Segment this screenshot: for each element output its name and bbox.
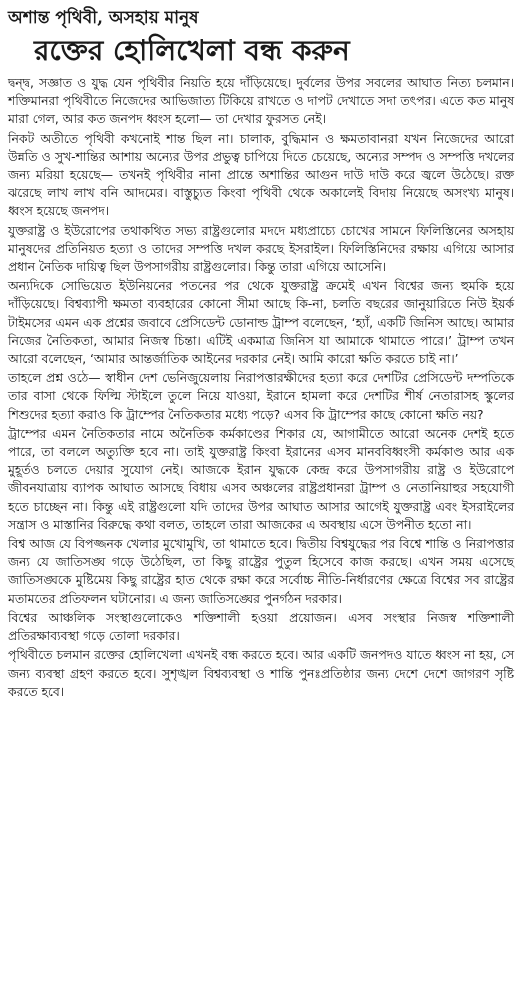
article-headline: রক্তের হোলিখেলা বন্ধ করুন [34,34,350,67]
paragraph: বিশ্বের আঞ্চলিক সংস্থাগুলোকেও শক্তিশালী হওয়া প্রয়োজন। এসব সংস্থার নিজস্ব শক্তিশালী প্রতিরক্ষাব্যবস্থা গড়ে তোলা দরকার। [8,610,514,644]
paragraph: ট্রাম্পের এমন নৈতিকতার নামে অনৈতিক কর্মকাণ্ডের শিকার যে, আগামীতে আরো অনেক দেশই হতে পারে, তা বললে অত্যুক্তি হবে না। তাই যুক্তরাষ্ট্র কিংবা ইরানের এসব মানববিধ্বংসী কর্মকাণ্ড আর এক মুহূর্তও চলতে দেয়ার সুযোগ নেই। আজকে ইরান যুদ্ধকে কেন্দ্র করে উপসাগরীয় রাষ্ট্র ও ইউরোপে জীবনযাত্রায় ব্যাপক আঘাত আসছে বিধায় এসব অঞ্চলের রাষ্ট্রপ্রধানরা ট্রাম্প ও নেতানিয়াহুর সহযোগী হতে চাচ্ছেন না। কিন্তু এই রাষ্ট্রগুলো যদি তাদের উপর আঘাত আসার আগেই যুক্তরাষ্ট্র এবং ইসরাইলের সন্ত্রাস ও মাস্তানির বিরুদ্ধে কথা বলত, তাহলে তারা আজকের এ অবস্থায় এসে উপনীত হতো না। [8,426,514,532]
paragraph: অন্যদিকে সোভিয়েত ইউনিয়নের পতনের পর থেকে যুক্তরাষ্ট্র ক্রমেই এখন বিশ্বের জন্য হুমকি হয়ে দাঁড়িয়েছে। বিশ্বব্যাপী ক্ষমতা ব্যবহারের কোনো সীমা আছে কি-না, চলতি বছরের জানুয়ারিতে নিউ ইয়র্ক টাইমসের এমন এক প্রশ্নের জবাবে প্রেসিডেন্ট ডোনাল্ড ট্রাম্প বলেছেন, ‘হ্যাঁ, একটি জিনিস আছে। আমার নিজের নৈতিকতা, আমার নিজস্ব চিন্তা। এটিই একমাত্র জিনিস যা আমাকে থামাতে পারে।’ ট্রাম্প তখন আরো বলেছেন, ‘আমার আন্তর্জাতিক আইনের দরকার নেই। আমি কারো ক্ষতি করতে চাই না।’ [8,279,514,367]
article-body [8,74,514,701]
paragraph: নিকট অতীতে পৃথিবী কখনোই শান্ত ছিল না। চালাক, বুদ্ধিমান ও ক্ষমতাবানরা যখন নিজেদের আরো উন্নতি ও সুখ-শান্তির আশায় অন্যের উপর প্রভুত্ব চাপিয়ে দিতে চেয়েছে, অন্যের সম্পদ ও সম্পত্তি দখলের জন্য মরিয়া হয়েছে— তখনই পৃথিবীর নানা প্রান্তে অশান্তির আগুন দাউ দাউ করে জ্বলে উঠেছে। রক্ত ঝরেছে লাখ লাখ বনি আদমের। বাস্তুচ্যুত কিংবা পৃথিবী থেকে অকালেই বিদায় নিয়েছে অসংখ্য মানুষ। ধ্বংস হয়েছে জনপদ। [8,131,514,219]
paragraph: যুক্তরাষ্ট্র ও ইউরোপের তথাকথিত সভ্য রাষ্ট্রগুলোর মদদে মধ্যপ্রাচ্যে চোখের সামনে ফিলিস্তিনের অসহায় মানুষদের প্রতিনিয়ত হত্যা ও তাদের সম্পত্তি দখল করছে ইসরাইল। ফিলিস্তিনিদের রক্ষায় এগিয়ে আসার প্রধান নৈতিক দায়িত্ব ছিল উপসাগরীয় রাষ্ট্রগুলোর। কিন্তু তারা এগিয়ে আসেনি। [8,223,514,275]
paragraph: দ্বন্দ্ব, সজ্ঞাত ও যুদ্ধ যেন পৃথিবীর নিয়তি হয়ে দাঁড়িয়েছে। দুর্বলের উপর সবলের আঘাত নিত্য চলমান। শক্তিমানরা পৃথিবীতে নিজেদের আভিজাত্য টিকিয়ে রাখতে ও দাপট দেখাতে সদা তৎপর। এতে কত মানুষ মারা গেল, আর কত জনপদ ধ্বংস হলো— তা দেখার ফুরসত নেই। [8,76,514,127]
paragraph: বিশ্ব আজ যে বিপজ্জনক খেলার মুখোমুখি, তা থামাতে হবে। দ্বিতীয় বিশ্বযুদ্ধের পর বিশ্বে শান্তি ও নিরাপত্তার জন্য যে জাতিসঙ্ঘ গড়ে উঠেছিল, তা কিছু রাষ্ট্রের পুতুল হিসেবে কাজ করছে। এখন সময় এসেছে জাতিসঙ্ঘকে মুষ্টিমেয় কিছু রাষ্ট্রের হাত থেকে রক্ষা করে সর্বোচ্চ নীতি-নির্ধারণের ক্ষেত্রে বিশ্বের সব রাষ্ট্রের মতামতের প্রতিফলন ঘটানোর। এ জন্য জাতিসঙ্ঘের পুনর্গঠন দরকার। [8,537,514,606]
paragraph: তাহলে প্রশ্ন ওঠে— স্বাধীন দেশ ভেনিজুয়েলায় নিরাপত্তারক্ষীদের হত্যা করে দেশটির প্রেসিডেন্ট দম্পতিকে তার বাসা থেকে ফিল্মি স্টাইলে তুলে নিয়ে যাওয়া, ইরানে হামলা করে দেশটির শীর্ষ নেতারাসহ স্কুলের শিশুদের হত্যা করাও কি ট্রাম্পের নৈতিকতার মধ্যে পড়ে? এসব কি ট্রাম্পের কাছে কোনো ক্ষতি নয়? [8,371,514,422]
paragraph: পৃথিবীতে চলমান রক্তের হোলিখেলা এখনই বন্ধ করতে হবে। আর একটি জনপদও যাতে ধ্বংস না হয়, সে জন্য ব্যবস্থা গ্রহণ করতে হবে। সুশৃঙ্খল বিশ্বব্যবস্থা ও শান্তি পুনঃপ্রতিষ্ঠার জন্য দেশে দেশে জাগরণ সৃষ্টি করতে হবে। [8,648,514,699]
article-kicker: অশান্ত পৃথিবী, অসহায় মানুষ [8,8,199,28]
